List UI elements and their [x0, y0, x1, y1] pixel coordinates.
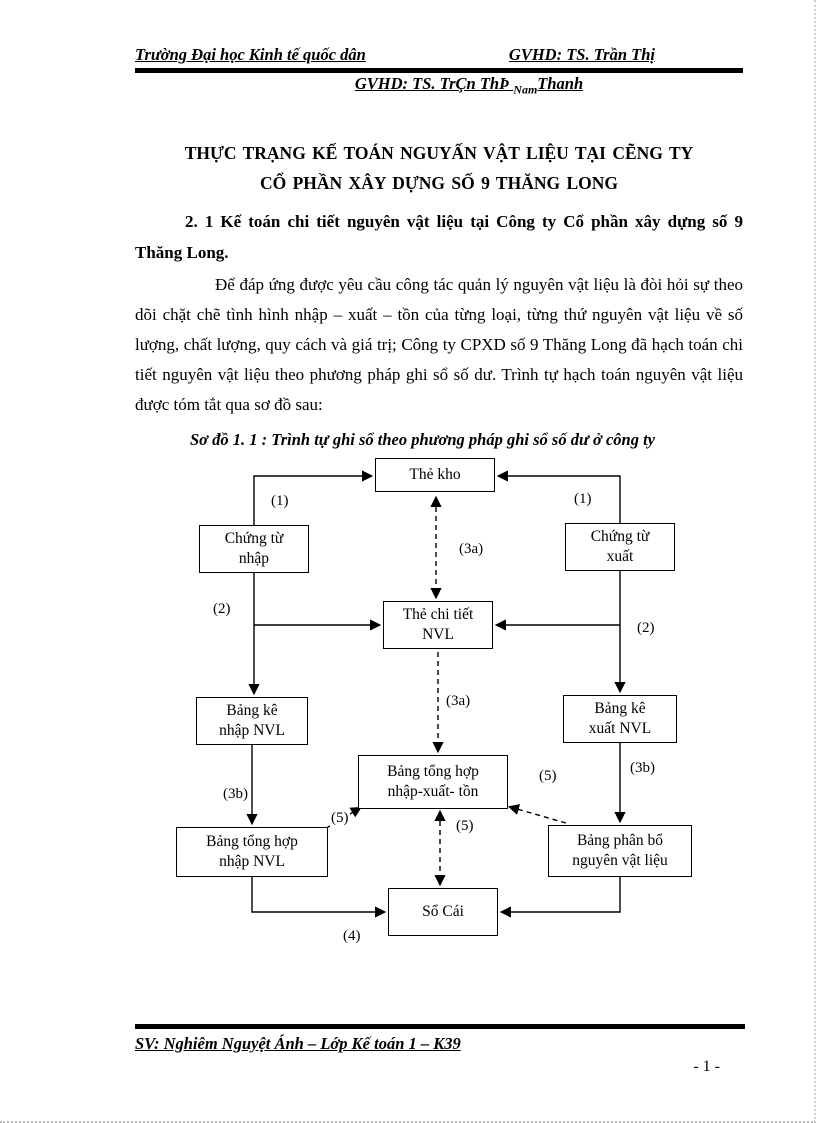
header-advisor-top: GVHD: TS. Trần Thị [508, 45, 655, 64]
box-label: Bảng kê [226, 702, 278, 719]
diagram-box-chung-tu-xuat [565, 523, 675, 571]
header-advisor-end: Thanh [537, 74, 584, 93]
header-advisor-main: GVHD: TS. TrÇn ThÞ [354, 74, 514, 93]
diagram-box-so-cai [388, 888, 498, 936]
arrow-label-4: (4) [343, 928, 361, 944]
box-label: xuất NVL [588, 720, 652, 737]
footer-rule [135, 1024, 745, 1029]
box-label: Bảng phân bổ [576, 832, 664, 849]
box-label: Bảng tổng hợp [206, 833, 298, 850]
arrow-label-5-left: (5) [331, 810, 349, 826]
box-label: xuất [606, 548, 634, 565]
document-title-line2: CỔ PHẦN XÂY DỰNG SỐ 9 THĂNG LONG [259, 173, 619, 194]
arrow-label-5-right: (5) [539, 768, 557, 784]
arrow-label-3b-left: (3b) [223, 786, 248, 802]
box-label: Bảng kê [594, 700, 646, 717]
arrow-label-1-left: (1) [271, 493, 289, 509]
header-advisor-line2 [354, 74, 584, 97]
arrow-label-2-left: (2) [213, 601, 231, 617]
arrow-label-3a-mid: (3a) [446, 693, 471, 709]
header-line-2 [135, 73, 743, 100]
page-number: - 1 - [693, 1058, 720, 1075]
page-header [135, 44, 743, 100]
box-label: Bảng tổng hợp [387, 763, 479, 780]
body-paragraph: Để đáp ứng được yêu cầu công tác quản lý nguyên vật liệu là đòi hỏi sự theo dõi chặt chẽ tình hình nhập – xuất – tồn của từng loại, từng thứ nguyên vật liệu về số lượng, chất lượng, quy cách và giá trị; Công ty CPXD số 9 Thăng Long đã hạch toán chi tiết nguyên vật liệu theo phương pháp ghi sổ số dư. Trình tự hạch toán nguyên vật liệu được tóm tắt qua sơ đồ sau: [135, 275, 743, 415]
box-label: nguyên vật liệu [572, 852, 668, 869]
box-label: Chứng từ [590, 528, 650, 545]
diagram-box-bang-ke-xuat-nvl [563, 695, 677, 743]
box-label: Chứng từ [224, 530, 284, 547]
header-school-name: Trường Đại học Kinh tế quốc dân [135, 45, 366, 64]
diagram-box-bang-ke-nhap-nvl [196, 697, 308, 745]
box-label: Thẻ kho [409, 466, 461, 483]
box-label: nhập NVL [219, 722, 285, 739]
footer-student-line: SV: Nghiêm Nguyệt Ánh – Lớp Kế toán 1 – K39 [135, 1034, 461, 1053]
arrow-label-2-right: (2) [637, 620, 655, 636]
arrow-label-3b-right: (3b) [630, 760, 655, 776]
arrow-label-5-mid: (5) [456, 818, 474, 834]
box-label: nhập [238, 550, 270, 567]
section-heading: 2. 1 Kế toán chi tiết nguyên vật liệu tại Công ty Cổ phần xây dựng số 9 Thăng Long. [135, 212, 743, 263]
document-title-line1: THỰC TRẠNG KẾ TOÁN NGUYẤN VẬT LIỆU TẠI CẼNG TY [184, 143, 694, 164]
diagram-box-chung-tu-nhap [199, 525, 309, 573]
box-label: nhập-xuất- tồn [387, 783, 479, 800]
document-title [135, 138, 743, 198]
diagram-box-the-kho [375, 458, 495, 492]
arrow-label-1-right: (1) [574, 491, 592, 507]
box-label: Thẻ chi tiết [402, 606, 474, 623]
page-footer [135, 1024, 745, 1076]
diagram-box-the-chi-tiet-nvl [383, 601, 493, 649]
arrow-label-3a-top: (3a) [459, 541, 484, 557]
flowchart-diagram [0, 448, 816, 973]
diagram-box-bang-tong-hop-nhap-xuat-ton [358, 755, 508, 809]
box-label: nhập NVL [219, 853, 285, 870]
diagram-box-bang-phan-bo-nvl [548, 825, 692, 877]
header-advisor-sub: Nam [513, 82, 538, 97]
diagram-caption: Sơ đồ 1. 1 : Trình tự ghi sổ theo phương pháp ghi sổ số dư ở công ty [190, 430, 655, 450]
box-label: NVL [422, 626, 454, 643]
header-line-1 [135, 44, 743, 66]
diagram-box-bang-tong-hop-nhap-nvl [176, 827, 328, 877]
box-label: Sổ Cái [422, 903, 464, 920]
